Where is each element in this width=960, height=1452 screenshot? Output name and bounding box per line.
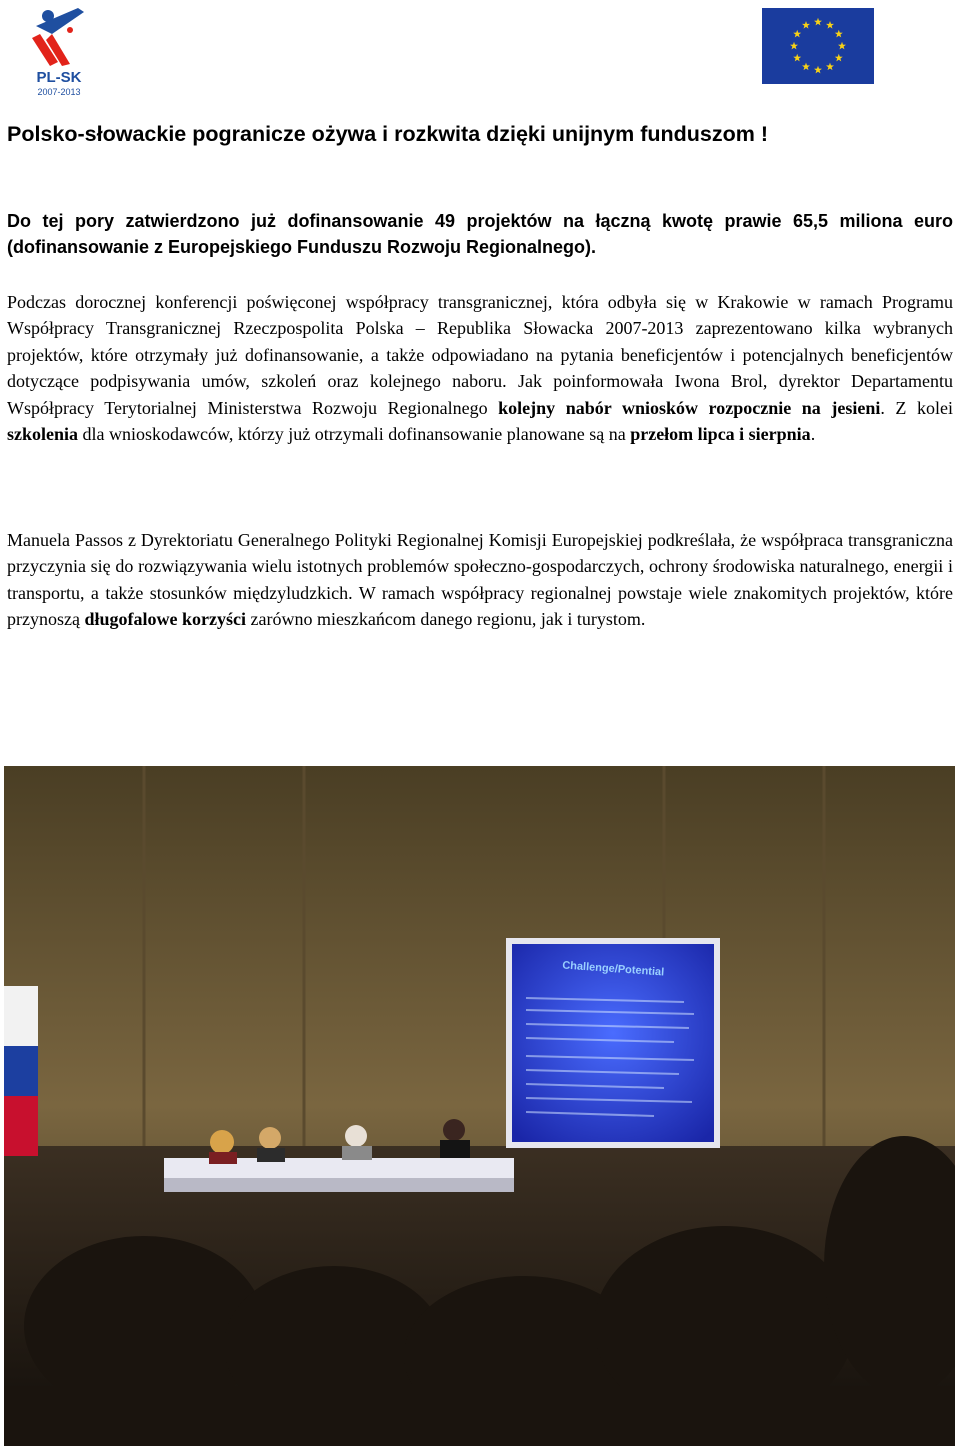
article-title: Polsko-słowackie pogranicze ożywa i rozkwita dzięki unijnym funduszom ! — [7, 122, 769, 146]
paragraph-1-text-4: . — [810, 424, 816, 445]
flag-icon — [4, 986, 38, 1156]
paragraph-2-text-2: zarówno mieszkańcom danego regionu, jak i turystom. — [245, 609, 646, 630]
paragraph-1 — [7, 289, 953, 447]
paragraph-2-text-1: Manuela Passos z Dyrektoriatu Generalnego Polityki Regionalnej Komisji Europejskiej podkreślała, że współpraca transgraniczna przyczynia się do rozwiązywania wielu istotnych problemów społeczno-gospodarczych, ochrony środowiska naturalnego, energii i transportu, a także stosunków międzyludzkich. W ramach współpracy regionalnej powstaje wiele znakomitych projektów, które przynoszą — [7, 530, 953, 630]
slide-title: Challenge/Potential — [561, 959, 665, 979]
paragraph-1-text-2: . Z kolei — [880, 397, 953, 418]
paragraph-1-text-1: Podczas dorocznej konferencji poświęconej współpracy transgranicznej, która odbyła się w Krakowie w ramach Programu Współpracy Transgranicznej Rzeczpospolita Polska – Republika Słowacka 2007-2013 zaprezentowano kilka wybranych projektów, które otrzymały już dofinansowanie, a także odpowiadano na pytania beneficjentów i potencjalnych beneficjentów dotyczące podpisywania umów, szkoleń oraz kolejnego naboru. Jak poinformowała Iwona Brol, dyrektor Departamentu Współpracy Terytorialnej Ministerstwa Rozwoju Regionalnego — [7, 292, 953, 418]
eu-flag-icon — [762, 8, 874, 84]
paragraph-1-text-3: dla wnioskodawców, którzy już otrzymali dofinansowanie planowane są na — [78, 424, 631, 445]
figure-icon — [32, 8, 84, 66]
program-logo — [18, 4, 100, 100]
paragraph-1-bold-2: szkolenia — [7, 424, 79, 445]
conference-photo — [4, 766, 955, 1446]
logo-text: PL-SK — [36, 69, 82, 86]
projection-screen — [506, 938, 720, 1148]
article-lead: Do tej pory zatwierdzono już dofinansowanie 49 projektów na łączną kwotę prawie 65,5 miliona euro (dofinansowanie z Europejskiego Funduszu Rozwoju Regionalnego). — [7, 211, 953, 257]
paragraph-1-bold-3: przełom lipca i sierpnia — [630, 424, 811, 445]
paragraph-2 — [7, 527, 953, 633]
paragraph-1-bold-1: kolejny nabór wniosków rozpocznie na jesieni — [498, 397, 881, 418]
paragraph-2-bold-1: długofalowe korzyści — [84, 609, 246, 630]
logo-years: 2007-2013 — [37, 87, 81, 97]
